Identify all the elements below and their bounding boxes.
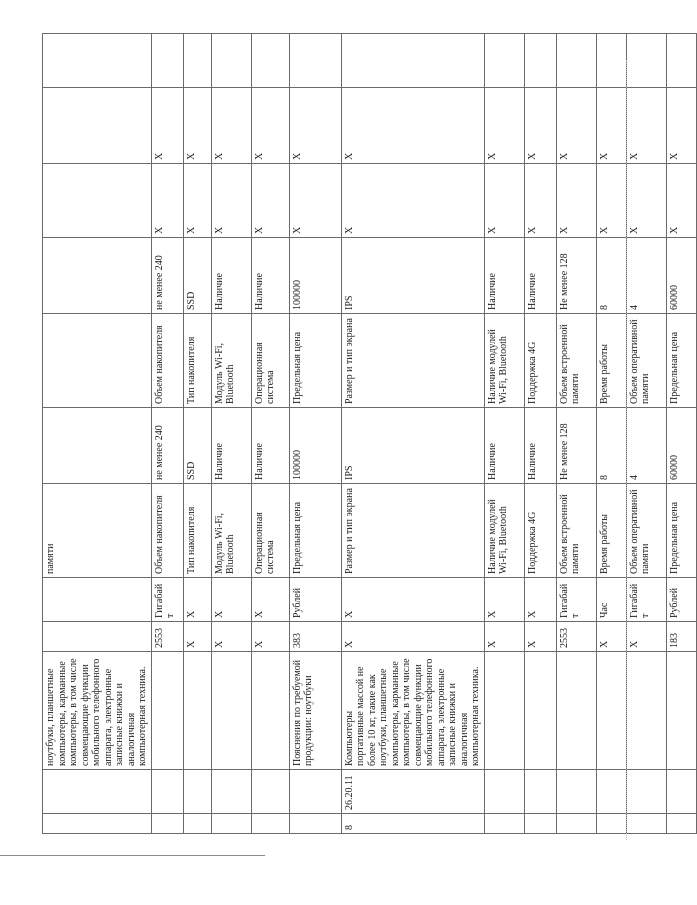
table-cell: Компьютеры портативные массой не более 10 кг, такие как ноутбуки, планшетные компьютеры, карманные компьютеры, в том числе совмещающие функции мобильного телефонного аппарата, электронные записные книжки и аналогичная компьютерная техника. — [341, 652, 484, 770]
table-cell: Размер и тип экрана — [341, 314, 484, 408]
table-cell: X — [289, 88, 341, 164]
table-cell — [289, 814, 341, 834]
table-cell: 183 — [666, 622, 696, 652]
table-cell: Не менее 128 — [556, 238, 596, 314]
table-cell: X — [211, 622, 251, 652]
table-cell: X — [251, 622, 289, 652]
table-cell: Тип накопителя — [183, 314, 211, 408]
table-cell — [43, 770, 152, 814]
table-cell: Объем оперативной памяти — [626, 314, 666, 408]
table-cell: Время работы — [596, 484, 626, 578]
table-cell — [626, 34, 666, 88]
table-cell — [556, 814, 596, 834]
table-cell: X — [211, 88, 251, 164]
table-cell: Поддержка 4G — [524, 484, 556, 578]
table-cell — [183, 652, 211, 770]
table-cell: Наличие — [484, 238, 524, 314]
table-cell: Объем накопителя — [151, 484, 183, 578]
table-cell: Предельная цена — [289, 314, 341, 408]
table-cell: Объем оперативной памяти — [626, 484, 666, 578]
table-cell: X — [556, 164, 596, 238]
requirements-table — [42, 33, 697, 834]
table-cell: X — [484, 578, 524, 622]
table-cell: X — [183, 622, 211, 652]
table-cell: 2553 — [151, 622, 183, 652]
table-cell: X — [341, 622, 484, 652]
table-cell — [251, 34, 289, 88]
table-cell — [43, 622, 152, 652]
table-cell: Наличие — [524, 408, 556, 484]
table-cell — [666, 770, 696, 814]
table-cell: X — [484, 88, 524, 164]
table-cell: Наличие — [211, 408, 251, 484]
table-cell: Размер и тип экрана — [341, 484, 484, 578]
table-cell — [626, 814, 666, 834]
table-cell: Наличие — [484, 408, 524, 484]
table-cell — [251, 770, 289, 814]
table-cell: IPS — [341, 238, 484, 314]
table-cell — [524, 652, 556, 770]
table-cell — [151, 652, 183, 770]
table-cell — [596, 652, 626, 770]
table-cell: Рублей — [666, 578, 696, 622]
table-cell: X — [183, 164, 211, 238]
table-cell: Наличие — [251, 408, 289, 484]
table-cell — [251, 652, 289, 770]
table-cell: X — [289, 164, 341, 238]
table-cell — [596, 770, 626, 814]
table-cell: X — [596, 164, 626, 238]
table-row — [183, 34, 211, 834]
table-cell: Гигабайт — [556, 578, 596, 622]
table-cell: X — [626, 622, 666, 652]
table-cell — [666, 814, 696, 834]
table-cell — [43, 314, 152, 408]
table-cell — [556, 770, 596, 814]
table-cell: X — [183, 578, 211, 622]
table-cell — [484, 770, 524, 814]
table-cell: 26.20.11 — [341, 770, 484, 814]
table-cell — [211, 814, 251, 834]
table-cell: Поддержка 4G — [524, 314, 556, 408]
table-cell: X — [341, 88, 484, 164]
table-cell: Наличие модулей Wi-Fi, Bluetooth — [484, 314, 524, 408]
table-cell: X — [484, 164, 524, 238]
table-cell: X — [341, 164, 484, 238]
table-cell — [211, 770, 251, 814]
table-cell: Время работы — [596, 314, 626, 408]
table-cell: не менее 240 — [151, 408, 183, 484]
table-cell: X — [251, 578, 289, 622]
table-cell: 60000 — [666, 408, 696, 484]
table-cell — [151, 34, 183, 88]
table-cell: Объем накопителя — [151, 314, 183, 408]
table-cell: 8 — [341, 814, 484, 834]
table-cell — [183, 34, 211, 88]
table-cell: 4 — [626, 238, 666, 314]
table-cell — [251, 814, 289, 834]
table-cell — [43, 164, 152, 238]
table-cell: X — [151, 164, 183, 238]
table-cell — [151, 814, 183, 834]
table-cell: Гигабайт — [151, 578, 183, 622]
header-fragment: памяти — [45, 543, 56, 574]
table-cell — [626, 652, 666, 770]
table-row — [524, 34, 556, 834]
table-cell — [596, 814, 626, 834]
table-cell — [43, 484, 152, 578]
table-cell: не менее 240 — [151, 238, 183, 314]
table-cell: X — [211, 164, 251, 238]
table-cell — [666, 34, 696, 88]
table-cell: Наличие — [251, 238, 289, 314]
table-body — [43, 34, 697, 834]
table-row — [484, 34, 524, 834]
table-cell: X — [626, 88, 666, 164]
table-row — [556, 34, 596, 834]
table-cell: X — [666, 164, 696, 238]
table-cell — [43, 578, 152, 622]
table-cell — [524, 770, 556, 814]
table-cell — [556, 34, 596, 88]
table-cell: 100000 — [289, 238, 341, 314]
table-cell: X — [151, 88, 183, 164]
table-cell: X — [626, 164, 666, 238]
table-cell: Операционная система — [251, 314, 289, 408]
table-cell — [183, 814, 211, 834]
table-cell — [289, 34, 341, 88]
table-cell — [43, 238, 152, 314]
table-cell: 8 — [596, 408, 626, 484]
table-cell: Операционная система — [251, 484, 289, 578]
table-cell: X — [524, 578, 556, 622]
table-cell: 2553 — [556, 622, 596, 652]
table-cell: SSD — [183, 408, 211, 484]
table-cell — [43, 88, 152, 164]
margin-rule — [626, 60, 627, 840]
table-cell — [524, 814, 556, 834]
table-cell: Предельная цена — [289, 484, 341, 578]
table-cell: Наличие — [524, 238, 556, 314]
table-cell — [596, 34, 626, 88]
table-row — [666, 34, 696, 834]
table-row — [151, 34, 183, 834]
table-cell: Рублей — [289, 578, 341, 622]
table-cell: 100000 — [289, 408, 341, 484]
table-cell — [524, 34, 556, 88]
table-cell — [289, 770, 341, 814]
table-cell: 8 — [596, 238, 626, 314]
table-cell — [211, 652, 251, 770]
table-cell: Модуль Wi-Fi, Bluetooth — [211, 314, 251, 408]
table-cell — [341, 34, 484, 88]
table-cell — [626, 770, 666, 814]
table-cell: X — [183, 88, 211, 164]
table-cell: Модуль Wi-Fi, Bluetooth — [211, 484, 251, 578]
table-row — [211, 34, 251, 834]
table-row — [626, 34, 666, 834]
table-cell — [151, 770, 183, 814]
table-cell: ноутбуки, планшетные компьютеры, карманные компьютеры, в том числе совмещающие функции мобильного телефонного аппарата, электронные записные книжки и аналогичная компьютерная техника. — [43, 652, 152, 770]
table-row — [43, 34, 152, 834]
table-cell: Наличие — [211, 238, 251, 314]
table-cell: Объем встроенной памяти — [556, 314, 596, 408]
rotated-table-wrapper — [42, 34, 680, 834]
table-cell: Предельная цена — [666, 484, 696, 578]
table-cell: X — [341, 578, 484, 622]
table-cell: 60000 — [666, 238, 696, 314]
table-cell: Предельная цена — [666, 314, 696, 408]
table-cell: X — [524, 88, 556, 164]
table-cell — [43, 814, 152, 834]
table-cell: X — [556, 88, 596, 164]
table-cell: 4 — [626, 408, 666, 484]
table-cell: X — [251, 88, 289, 164]
table-cell: X — [211, 578, 251, 622]
table-cell — [183, 770, 211, 814]
table-cell: Час — [596, 578, 626, 622]
table-cell — [484, 34, 524, 88]
table-cell — [43, 34, 152, 88]
table-cell: X — [251, 164, 289, 238]
table-row — [251, 34, 289, 834]
table-cell — [556, 652, 596, 770]
table-cell — [484, 652, 524, 770]
table-cell — [211, 34, 251, 88]
table-row — [341, 34, 484, 834]
table-cell: X — [524, 164, 556, 238]
table-cell: SSD — [183, 238, 211, 314]
table-cell — [43, 408, 152, 484]
table-cell: X — [524, 622, 556, 652]
table-cell — [666, 652, 696, 770]
table-cell: Пояснения по требуемой продукции: ноутбуки — [289, 652, 341, 770]
table-cell: Гигабайт — [626, 578, 666, 622]
table-cell: IPS — [341, 408, 484, 484]
table-cell: Тип накопителя — [183, 484, 211, 578]
table-cell — [484, 814, 524, 834]
table-cell: X — [484, 622, 524, 652]
table-row — [596, 34, 626, 834]
table-cell: X — [666, 88, 696, 164]
table-cell: Объем встроенной памяти — [556, 484, 596, 578]
footer-rule — [0, 855, 265, 856]
table-cell: X — [596, 88, 626, 164]
table-cell: Не менее 128 — [556, 408, 596, 484]
table-cell: X — [596, 622, 626, 652]
table-cell: Наличие модулей Wi-Fi, Bluetooth — [484, 484, 524, 578]
table-cell: 383 — [289, 622, 341, 652]
table-row — [289, 34, 341, 834]
